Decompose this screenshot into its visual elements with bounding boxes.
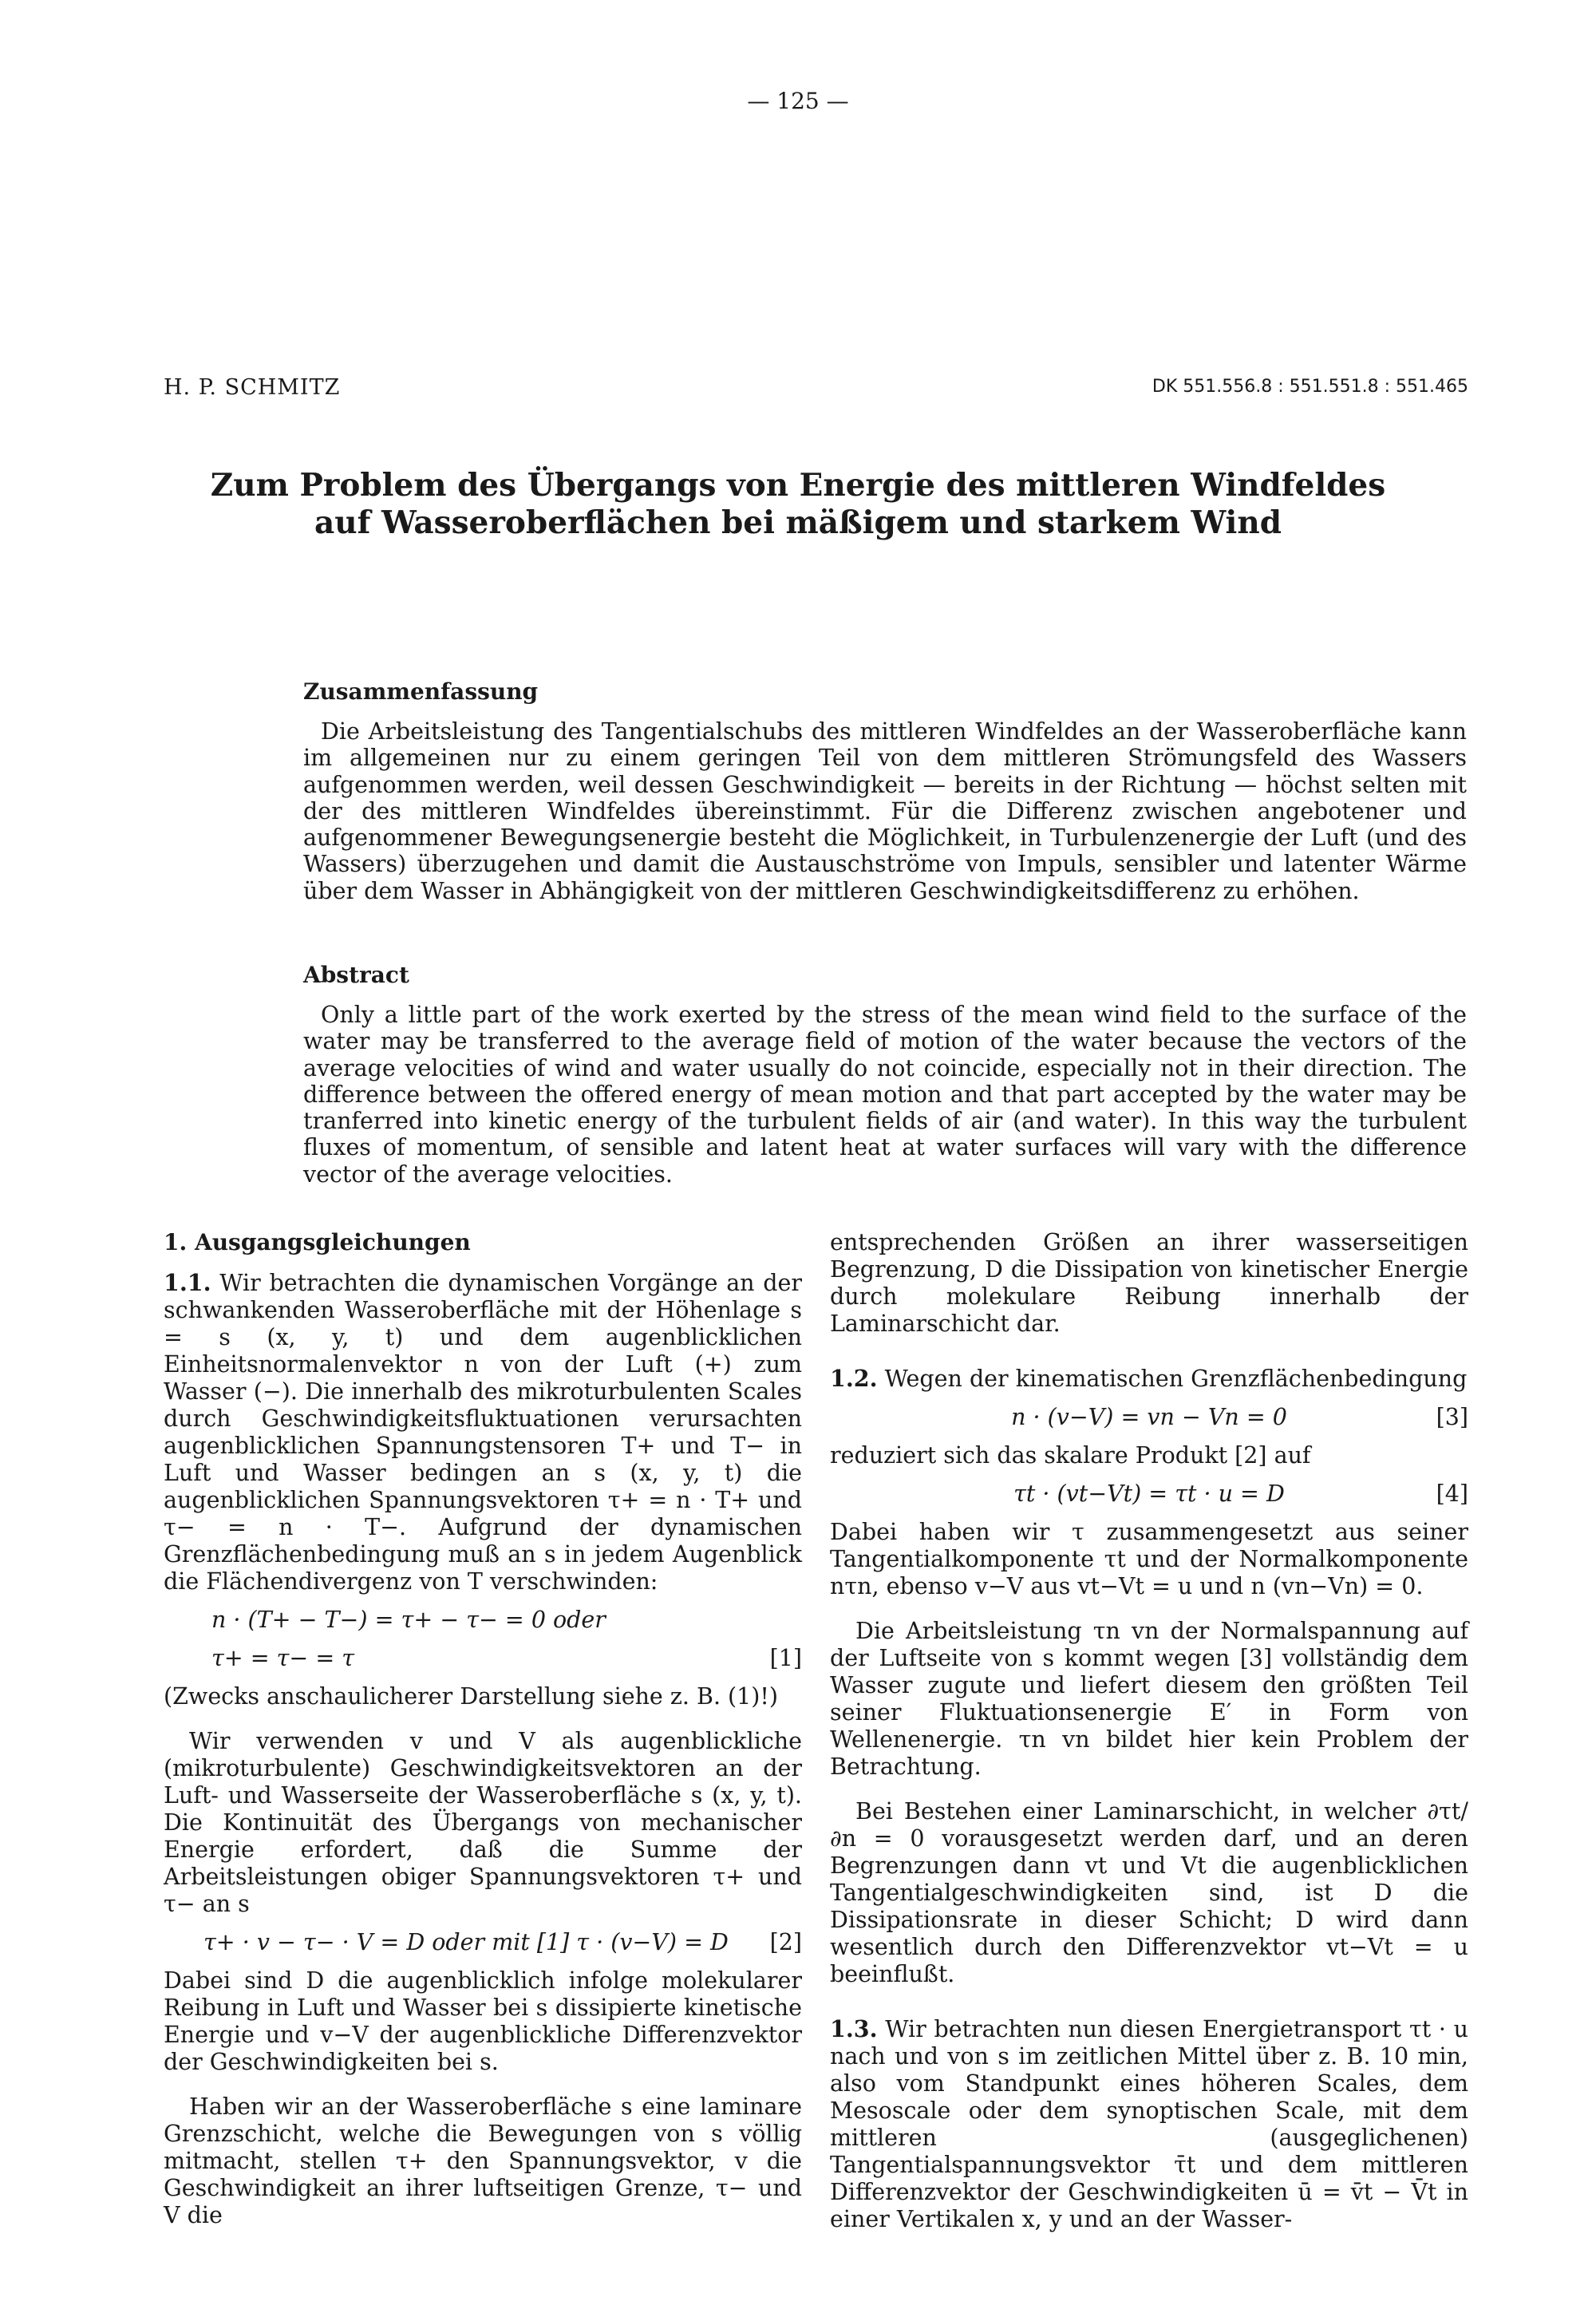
abstract-heading: Abstract: [303, 962, 409, 988]
author-name: H. P. SCHMITZ: [164, 375, 341, 400]
equation-3: [830, 1404, 1468, 1434]
left-column: [164, 1229, 802, 2247]
equation-number: [2]: [769, 1929, 802, 1955]
paragraph-laminar-layer: Bei Bestehen einer Laminarschicht, in welcher ∂τt/∂n = 0 vorausgesetzt werden darf, und an deren Begrenzungen dann vt und Vt die augenblicklichen Tangentialgeschwindigkeiten sind, ist D die Dissipationsrate in dieser Schicht; D wird dann wesentlich durch den Differenzvektor vt−Vt = u beeinflußt.: [830, 1798, 1468, 1987]
equation-text: n · (T+ − T−) = τ+ − τ− = 0 oder: [211, 1607, 606, 1633]
equation-text: n · (v−V) = vn − Vn = 0: [1011, 1404, 1287, 1430]
equation-number: [1]: [769, 1645, 802, 1671]
zusammenfassung-text: Die Arbeitsleistung des Tangentialschubs des mittleren Windfeldes an der Wasseroberfläche kann im allgemeinen nur zu einem geringen Teil von dem mittleren Strömungsfeld des Wassers aufgenommen werden, weil dessen Geschwindigkeit — bereits in der Richtung — höchst selten mit der des mittleren Windfeldes übereinstimmt. Für die Differenz zwischen angebotener und aufgenommener Bewegungsenergie besteht die Möglichkeit, in Turbulenzenergie der Luft (und des Wassers) überzugehen und damit die Austauschströme von Impuls, sensibler und latenter Wärme über dem Wasser in Abhängigkeit von der mittleren Geschwindigkeitsdifferenz zu erhöhen.: [303, 718, 1467, 904]
paragraph-velocity: Wir verwenden v und V als augenblickliche (mikroturbulente) Geschwindigkeitsvektoren an der Luft- und Wasserseite der Wasseroberfläche s (x, y, t). Die Kontinuität des Übergangs von mechanischer Energie erfordert, daß die Summe der Arbeitsleistungen obiger Spannungsvektoren τ+ und τ− an s: [164, 1728, 802, 1917]
equation-4: [830, 1481, 1468, 1511]
paragraph-text: Wegen der kinematischen Grenzflächenbedingung: [884, 1366, 1468, 1392]
equation-number: [4]: [1436, 1481, 1468, 1507]
subsection-label: 1.2.: [830, 1365, 878, 1392]
subsection-label: 1.3.: [830, 2015, 878, 2042]
paragraph-1-3: [830, 2015, 1468, 2233]
section-title: 1. Ausgangsgleichungen: [164, 1229, 471, 1255]
paragraph-components: Dabei haben wir τ zusammengesetzt aus seiner Tangentialkomponente τt und der Normalkomponente nτn, ebenso v−V aus vt−Vt = u und n (vn−Vn) = 0.: [830, 1519, 1468, 1599]
paragraph-continuation: entsprechenden Größen an ihrer wasserseitigen Begrenzung, D die Dissipation von kinetischer Energie durch molekulare Reibung innerhalb der Laminarschicht dar.: [830, 1229, 1468, 1337]
zusammenfassung-section: [303, 718, 1467, 904]
paragraph-1-1: [164, 1269, 802, 1595]
equation-2: [164, 1929, 802, 1959]
paragraph-text: Wir betrachten nun diesen Energietransport τt · u nach und von s im zeitlichen Mittel über z. B. 10 min, also vom Standpunkt eines höheren Scales, dem Mesoscale oder dem synoptischen Scale, mit dem mittleren (ausgeglichenen) Tangentialspannungsvektor τ̄t und dem mittleren Differenzvektor der Geschwindigkeiten ū = v̄t − V̄t in einer Vertikalen x, y und an der Wasser-: [830, 2016, 1468, 2232]
equation-1a: [164, 1607, 802, 1637]
paragraph-normal-stress: Die Arbeitsleistung τn vn der Normalspannung auf der Luftseite von s kommt wegen [3] vollständig dem Wasser zugute und liefert diesem den größten Teil seiner Fluktuationsenergie E′ in Form von Wellenenergie. τn vn bildet hier kein Problem der Betrachtung.: [830, 1618, 1468, 1780]
abstract-text: Only a little part of the work exerted by the stress of the mean wind field to the surface of the water may be transferred to the average field of motion of the water because the vectors of the average velocities of wind and water usually do not coincide, especially not in their direction. The difference between the offered energy of mean motion and that part accepted by the water may be tranferred into kinetic energy of the turbulent fields of air (and water). In this way the turbulent fluxes of momentum, of sensible and latent heat at water surfaces will vary with the difference vector of the average velocities.: [303, 1002, 1467, 1188]
zusammenfassung-heading: Zusammenfassung: [303, 678, 539, 705]
right-column: [830, 1229, 1468, 2251]
paragraph-reference: (Zwecks anschaulicherer Darstellung siehe z. B. (1)!): [164, 1683, 779, 1710]
paragraph-laminar: Haben wir an der Wasseroberfläche s eine laminare Grenzschicht, welche die Bewegungen von s völlig mitmacht, stellen τ+ den Spannungsvektor, v die Geschwindigkeit an ihrer luftseitigen Grenze, τ− und V die: [164, 2093, 802, 2228]
equation-1b: [164, 1645, 802, 1675]
paragraph-text: Wir betrachten die dynamischen Vorgänge an der schwankenden Wasseroberfläche mit der Höhenlage s = s (x, y, t) und dem augenblicklichen Einheitsnormalenvektor n von der Luft (+) zum Wasser (−). Die innerhalb des mikroturbulenten Scales durch Geschwindigkeitsfluktuationen verursachten augenblicklichen Spannungstensoren T+ und T− in Luft und Wasser bedingen an s (x, y, t) die augenblicklichen Spannungsvektoren τ+ = n · T+ und τ− = n · T−. Aufgrund der dynamischen Grenzflächenbedingung muß an s in jedem Augenblick die Flächendivergenz von T verschwinden:: [164, 1270, 802, 1595]
equation-number: [3]: [1436, 1404, 1468, 1430]
equation-text: τ+ · v − τ− · V = D oder mit [1] τ · (v−V) = D: [203, 1929, 729, 1955]
equation-text: τt · (vt−Vt) = τt · u = D: [1013, 1481, 1285, 1507]
paragraph-reduction: reduziert sich das skalare Produkt [2] auf: [830, 1442, 1311, 1469]
abstract-section: [303, 1002, 1467, 1188]
paragraph-dissipation: Dabei sind D die augenblicklich infolge molekularer Reibung in Luft und Wasser bei s dissipierte kinetische Energie und v−V der augenblickliche Differenzvektor der Geschwindigkeiten bei s.: [164, 1967, 802, 2075]
dk-classification: DK 551.556.8 : 551.551.8 : 551.465: [1152, 377, 1468, 397]
page-number: — 125 —: [747, 88, 849, 114]
subsection-label: 1.1.: [164, 1269, 211, 1296]
paper-title: [0, 467, 1596, 542]
equation-text: τ+ = τ− = τ: [211, 1645, 355, 1671]
title-line-2: auf Wasseroberflächen bei mäßigem und starkem Wind: [314, 504, 1282, 541]
title-line-1: Zum Problem des Übergangs von Energie des mittleren Windfeldes: [210, 467, 1386, 504]
paragraph-1-2: [830, 1365, 1468, 1393]
